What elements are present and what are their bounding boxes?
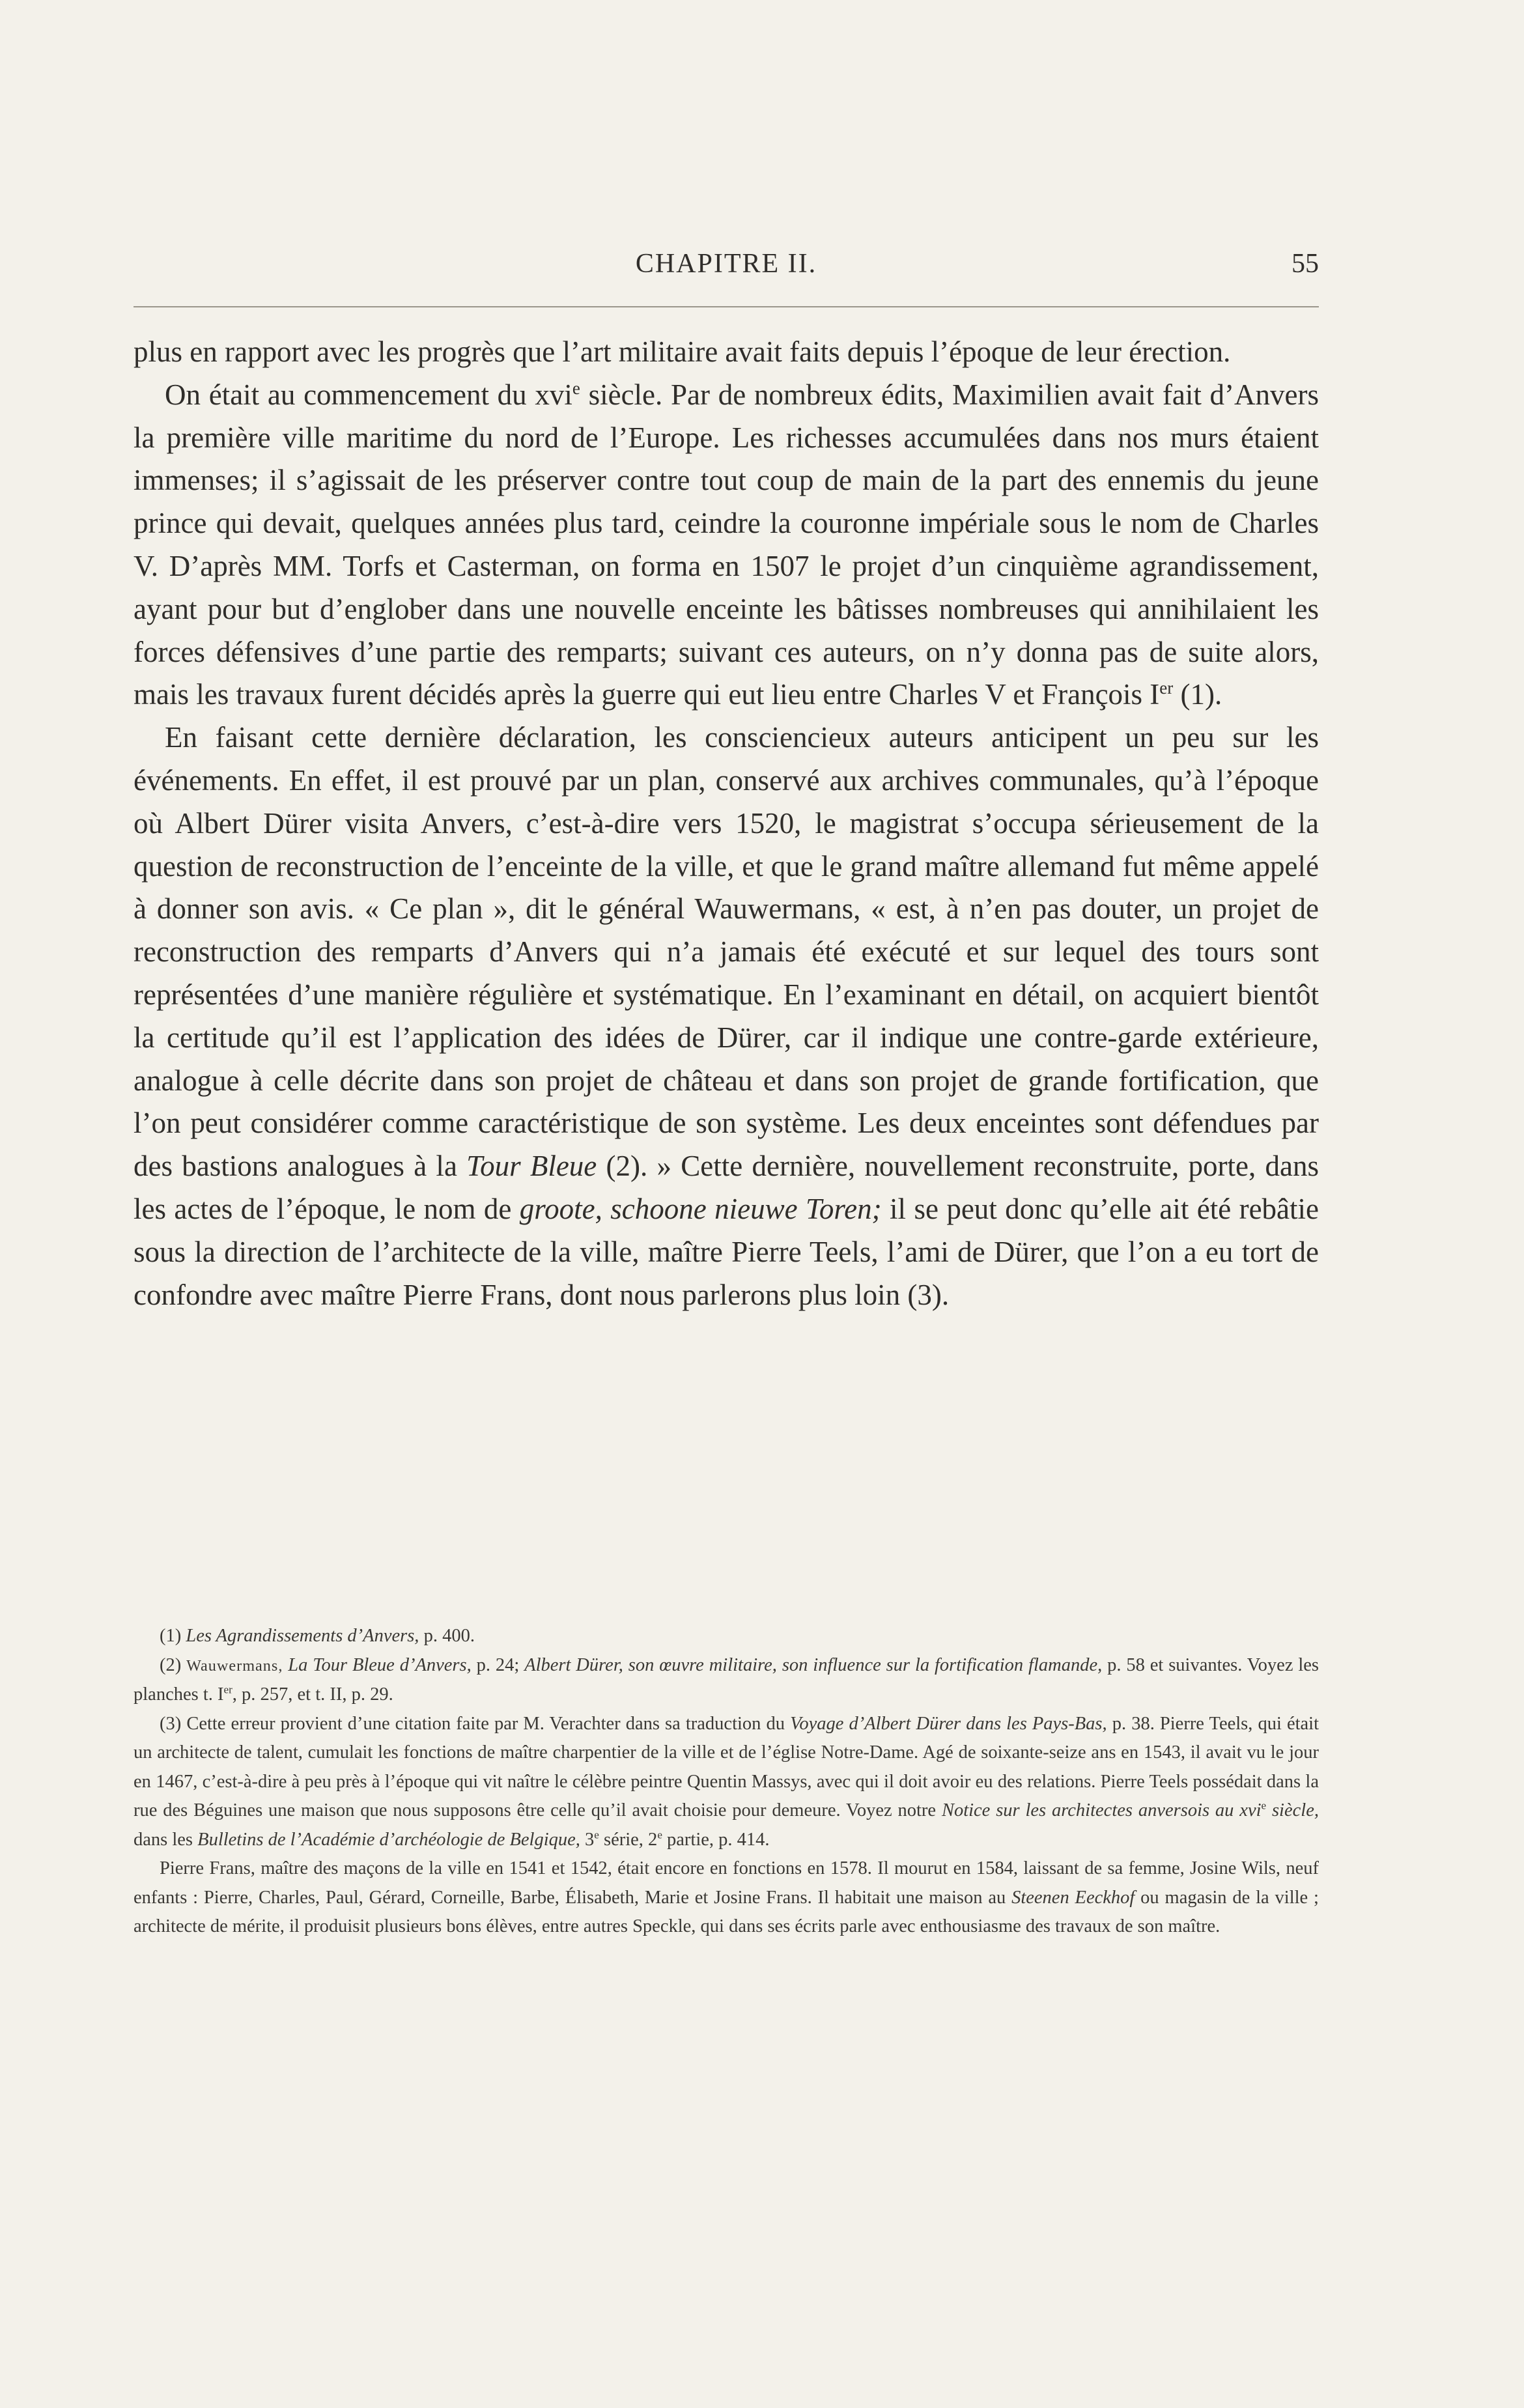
ordinal-superscript: er: [1159, 678, 1174, 698]
footnote-2-ref-b: , p. 257, et t. II, p. 29.: [232, 1684, 393, 1705]
footnote-2-title-2: Albert Dürer, son œuvre militaire, son influence sur la fortification flamande,: [524, 1654, 1103, 1675]
footnote-1: [134, 1622, 1319, 1651]
footnote-3-text-a: (3) Cette erreur provient d’une citation faite par M. Verachter dans sa traduction du: [160, 1713, 791, 1734]
italic-groote-toren: groote, schoone nieuwe Toren;: [519, 1192, 882, 1225]
paragraph-2: [134, 374, 1319, 716]
footnote-2-ref-a: p. 58 et suivantes. Voyez les planches t. I: [134, 1654, 1319, 1705]
footnote-1-ref: p. 400.: [419, 1626, 475, 1646]
footnote-3-text-f: partie, p. 414.: [662, 1829, 770, 1850]
header-rule: [134, 306, 1319, 307]
paragraph-3-text-a: En faisant cette dernière déclaration, les consciencieux auteurs anticipent un peu sur les événements. En effet, il est prouvé par un plan, conservé aux archives communales, qu’à l’époque où Albert Dürer visita Anvers, c’est-à-dire vers 1520, le magistrat s’occupa sérieusement de la question de reconstruction de l’enceinte de la ville, et que le grand maître allemand fut même appelé à donner son avis. « Ce plan », dit le général Wauwermans, « est, à n’en pas douter, un projet de reconstruction des remparts d’Anvers qui n’a jamais été exécuté et sur lequel des tours sont représentées d’une manière régulière et systématique. En l’examinant en détail, on acquiert bientôt la certitude qu’il est l’application des idées de Dürer, car il indique une contre-garde extérieure, analogue à celle décrite dans son projet de château et dans son projet de grande fortification, que l’on peut considérer comme caractéristique de son système. Les deux enceintes sont défendues par des bastions analogues à la: [134, 721, 1319, 1183]
century-superscript: e: [572, 378, 580, 398]
footnote-3-title-2b: siècle,: [1266, 1800, 1319, 1820]
footnote-4-title: Steenen Eeckhof: [1011, 1887, 1135, 1908]
footnote-3-continued: [134, 1854, 1319, 1942]
italic-tour-bleue: Tour Bleue: [466, 1150, 597, 1183]
footnote-3-text-b: p. 38. Pierre Teels, qui était un architecte de talent, cumulait les fonctions de maître charpentier de la ville et de l’église Notre-Dame. Agé de soixante-seize ans en 1543, il avait vu le jour en 1467, c’est-à-dire à peu près à l’époque qui vit naître le célèbre peintre Quentin Massys, avec qui il doit avoir eu des relations. Pierre Teels possédait dans la rue des Béguines une maison que nous supposons être celle qu’il avait choisie pour demeure. Voyez notre: [134, 1713, 1319, 1820]
paragraph-1: [134, 331, 1319, 374]
footnote-3-text-c: dans les: [134, 1829, 198, 1850]
page-number: 55: [1291, 249, 1319, 279]
main-text: [134, 331, 1319, 1316]
footnote-3-superscript: e: [1261, 1799, 1267, 1812]
footnote-2: [134, 1651, 1319, 1710]
footnote-3-superscript: e: [657, 1828, 662, 1841]
footnote-4-text-b: ou magasin de la ville ; architecte de mérite, il produisit plusieurs bons élèves, entre autres Speckle, qui dans ses écrits parle avec enthousiasme des travaux de son maître.: [134, 1887, 1319, 1936]
paragraph-3-text-b: (2). » Cette dernière, nouvellement reconstruite, porte, dans les actes de l’époque, le nom de: [134, 1150, 1319, 1225]
footnote-3-superscript: e: [594, 1828, 599, 1841]
chapter-title: CHAPITRE II.: [635, 249, 817, 279]
footnote-number: (1): [160, 1626, 186, 1646]
footnote-3-title-3: Bulletins de l’Académie d’archéologie de Belgique,: [197, 1829, 580, 1850]
running-header: [134, 241, 1319, 287]
footnote-4-text-a: Pierre Frans, maître des maçons de la ville en 1541 et 1542, était encore en fonctions en 1578. Il mourut en 1584, laissant de sa femme, Josine Wils, neuf enfants : Pierre, Charles, Paul, Gérard, Corneille, Barbe, Élisabeth, Marie et Josine Frans. Il habitait une maison au: [134, 1858, 1319, 1908]
footnote-number: (2): [160, 1654, 187, 1675]
footnote-1-title: Les Agrandissements d’Anvers,: [186, 1626, 419, 1646]
paragraph-3-text-c: il se peut donc qu’elle ait été rebâtie sous la direction de l’architecte de la ville, maître Pierre Teels, l’ami de Dürer, que l’on a eu tort de confondre avec maître Pierre Frans, dont nous parlerons plus loin (3).: [134, 1192, 1319, 1311]
footnotes: [134, 1622, 1319, 1942]
footnote-2-superscript: er: [223, 1683, 233, 1696]
paragraph-3: [134, 716, 1319, 1316]
footnote-3-text-d: 3: [580, 1829, 595, 1850]
footnote-3-title-1: Voyage d’Albert Dürer dans les Pays-Bas,: [790, 1713, 1107, 1734]
footnote-3-text-e: série, 2: [599, 1829, 658, 1850]
footnote-3-title-2: Notice sur les architectes anversois au xvi: [941, 1800, 1262, 1820]
paragraph-2-text-b: siècle. Par de nombreux édits, Maximilien avait fait d’Anvers la première ville maritime du nord de l’Europe. Les richesses accumulées dans nos murs étaient immenses; il s’agissait de les préserver contre tout coup de main de la part des ennemis du jeune prince qui devait, quelques années plus tard, ceindre la couronne impériale sous le nom de Charles V. D’après MM. Torfs et Casterman, on forma en 1507 le projet d’un cinquième agrandissement, ayant pour but d’englober dans une nouvelle enceinte les bâtisses nombreuses qui annihilaient les forces défensives d’une partie des remparts; suivant ces auteurs, on n’y donna pas de suite alors, mais les travaux furent décidés après la guerre qui eut lieu entre Charles V et François I: [134, 378, 1319, 711]
paragraph-2-text-c: (1).: [1173, 678, 1222, 711]
footnote-2-mid: p. 24;: [471, 1654, 525, 1675]
footnote-2-title-1: La Tour Bleue d’Anvers,: [283, 1654, 472, 1675]
footnote-3: [134, 1710, 1319, 1855]
paragraph-1-text: plus en rapport avec les progrès que l’art militaire avait faits depuis l’époque de leur érection.: [134, 335, 1231, 368]
footnote-2-author: Wauwermans,: [186, 1656, 283, 1675]
paragraph-2-text-a: On était au commencement du xvi: [165, 378, 572, 411]
